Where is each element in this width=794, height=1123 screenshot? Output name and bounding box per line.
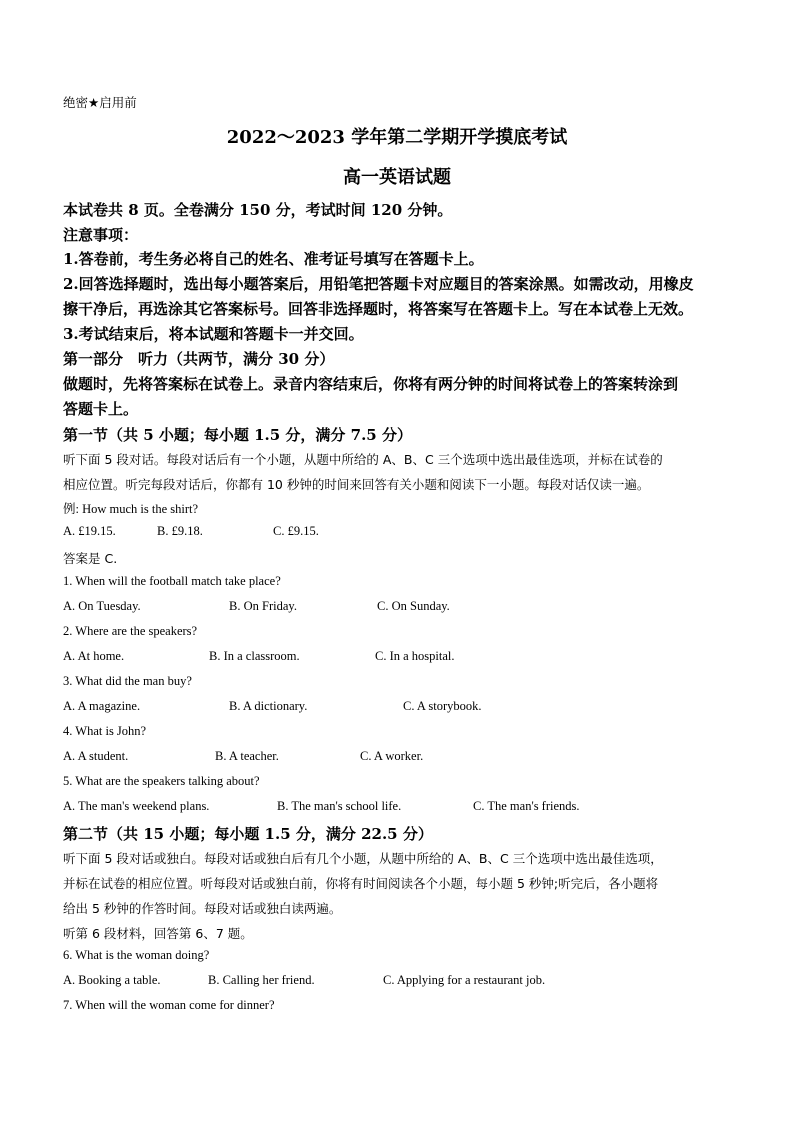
section-title: 第一节（共 5 小题；每小题 1.5 分，满分 7.5 分） xyxy=(63,426,412,444)
section-instruction: 并标在试卷的相应位置。听每段对话或独白前，你将有时间阅读各个小题，每小题 5 秒钟;听完后，各小题将 xyxy=(63,876,659,891)
exam-title: 2022～2023 学年第二学期开学摸底考试 xyxy=(226,127,568,148)
exam-info: 本试卷共 8 页。全卷满分 150 分，考试时间 120 分钟。 xyxy=(63,201,453,219)
exam-subtitle: 高一英语试题 xyxy=(343,167,451,188)
option-b: B. A dictionary. xyxy=(229,699,308,713)
question-text: 7. When will the woman come for dinner? xyxy=(63,998,275,1012)
question-text: 6. What is the woman doing? xyxy=(63,948,210,962)
option-c: C. £9.15. xyxy=(273,524,319,538)
option-c: C. A storybook. xyxy=(403,699,482,713)
section-title: 第二节（共 15 小题；每小题 1.5 分，满分 22.5 分） xyxy=(63,825,433,843)
option-c: C. On Sunday. xyxy=(377,599,450,613)
option-b: B. A teacher. xyxy=(215,749,279,763)
example-answer: 答案是 C. xyxy=(63,551,118,566)
question-text: 4. What is John? xyxy=(63,724,147,738)
option-b: B. In a classroom. xyxy=(209,649,300,663)
notice-item: 擦干净后，再选涂其它答案标号。回答非选择题时，将答案写在答题卡上。写在本试卷上无效。 xyxy=(63,300,694,318)
option-a: A. At home. xyxy=(63,649,125,663)
option-c: C. Applying for a restaurant job. xyxy=(383,973,546,987)
option-c: C. In a hospital. xyxy=(375,649,455,663)
question-text: 5. What are the speakers talking about? xyxy=(63,774,260,788)
option-a: A. £19.15. xyxy=(63,524,116,538)
question-text: 3. What did the man buy? xyxy=(63,674,192,688)
confidential-label: 绝密★启用前 xyxy=(63,95,137,110)
option-a: A. The man's weekend plans. xyxy=(63,799,210,813)
option-a: A. On Tuesday. xyxy=(63,599,141,613)
section-instruction: 相应位置。听完每段对话后，你都有 10 秒钟的时间来回答有关小题和阅读下一小题。每段对话仅读一遍。 xyxy=(63,477,650,492)
notice-item: 1.答卷前，考生务必将自己的姓名、准考证号填写在答题卡上。 xyxy=(63,250,484,268)
notice-item: 2.回答选择题时，选出每小题答案后，用铅笔把答题卡对应题目的答案涂黑。如需改动，用橡皮 xyxy=(63,275,694,293)
section-instruction: 听下面 5 段对话或独白。每段对话或独白后有几个小题，从题中所给的 A、B、C 三个选项中选出最佳选项， xyxy=(63,851,663,866)
option-b: B. The man's school life. xyxy=(277,799,402,813)
notice-title: 注意事项： xyxy=(63,226,139,244)
part-title: 第一部分 听力（共两节，满分 30 分） xyxy=(63,350,335,368)
part-instruction: 答题卡上。 xyxy=(63,400,139,418)
option-b: B. £9.18. xyxy=(157,524,203,538)
option-b: B. On Friday. xyxy=(229,599,297,613)
part-instruction: 做题时，先将答案标在试卷上。录音内容结束后，你将有两分钟的时间将试卷上的答案转涂到 xyxy=(63,375,679,393)
option-a: A. A student. xyxy=(63,749,129,763)
option-a: A. Booking a table. xyxy=(63,973,161,987)
option-a: A. A magazine. xyxy=(63,699,141,713)
notice-item: 3.考试结束后，将本试题和答题卡一并交回。 xyxy=(63,325,364,343)
material-note: 听第 6 段材料，回答第 6、7 题。 xyxy=(63,926,253,941)
section-instruction: 听下面 5 段对话。每段对话后有一个小题，从题中所给的 A、B、C 三个选项中选出最佳选项，并标在试卷的 xyxy=(63,452,663,467)
question-text: 1. When will the football match take place? xyxy=(63,574,281,588)
example-question: 例: How much is the shirt? xyxy=(63,502,199,516)
option-c: C. A worker. xyxy=(360,749,424,763)
option-c: C. The man's friends. xyxy=(473,799,580,813)
question-text: 2. Where are the speakers? xyxy=(63,624,198,638)
option-b: B. Calling her friend. xyxy=(208,973,315,987)
section-instruction: 给出 5 秒钟的作答时间。每段对话或独白读两遍。 xyxy=(63,901,342,916)
